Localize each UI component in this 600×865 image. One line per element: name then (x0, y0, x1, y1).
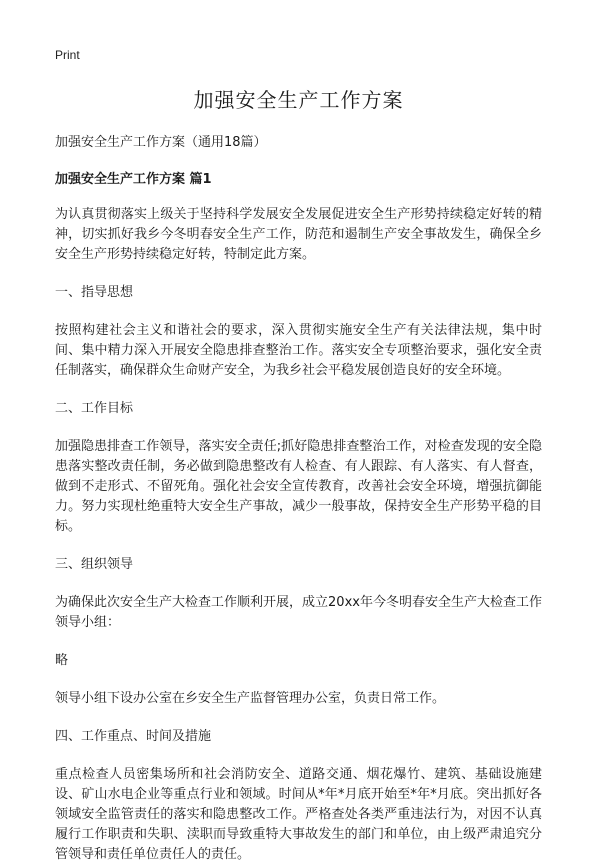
intro-paragraph: 为认真贯彻落实上级关于坚持科学发展安全发展促进安全生产形势持续稳定好转的精神，切实抓好我乡今冬明春安全生产工作，防范和遏制生产安全事故发生，确保全乡安全生产形势持续稳定好转，特制定此方案。 (55, 207, 542, 262)
document-subtitle: 加强安全生产工作方案（通用18篇） (55, 135, 267, 150)
heading-organization: 三、组织领导 (55, 557, 134, 572)
paragraph-omitted: 略 (55, 653, 69, 668)
document-title: 加强安全生产工作方案 (193, 88, 404, 112)
heading-work-goals: 二、工作目标 (55, 401, 134, 416)
heading-key-points: 四、工作重点、时间及措施 (55, 729, 212, 744)
paragraph-work-goals: 加强隐患排查工作领导，落实安全责任;抓好隐患排查整治工作，对检查发现的安全隐患落实整改责任制，务必做到隐患整改有人检查、有人跟踪、有人落实、有人督查，做到不走形式、不留死角。强化社会安全宣传教育，改善社会安全环境，增强抗御能力。努力实现杜绝重特大安全生产事故，减少一般事故，保持安全生产形势平稳的目标。 (55, 439, 542, 534)
paragraph-organization: 为确保此次安全生产大检查工作顺利开展，成立20xx年今冬明春安全生产大检查工作领导小组： (55, 595, 542, 630)
paragraph-key-points: 重点检查人员密集场所和社会消防安全、道路交通、烟花爆竹、建筑、基础设施建设、矿山水电企业等重点行业和领域。时间从*年*月底开始至*年*月底。突出抓好各领域安全监管责任的落实和隐患整改工作。严格查处各类严重违法行为，对因不认真履行工作职责和失职、渎职而导致重特大事故发生的部门和单位，由上级严肃追究分管领导和责任单位责任人的责任。 (55, 767, 542, 862)
print-link[interactable]: Print (55, 48, 80, 62)
section-title: 加强安全生产工作方案 篇1 (55, 172, 212, 187)
paragraph-guiding-ideology: 按照构建社会主义和谐社会的要求，深入贯彻实施安全生产有关法律法规，集中时间、集中精力深入开展安全隐患排查整治工作。落实安全专项整治要求，强化安全责任制落实，确保群众生命财产安全，为我乡社会平稳发展创造良好的安全环境。 (55, 323, 542, 378)
paragraph-office: 领导小组下设办公室在乡安全生产监督管理办公室，负责日常工作。 (55, 691, 446, 706)
heading-guiding-ideology: 一、指导思想 (55, 285, 134, 300)
